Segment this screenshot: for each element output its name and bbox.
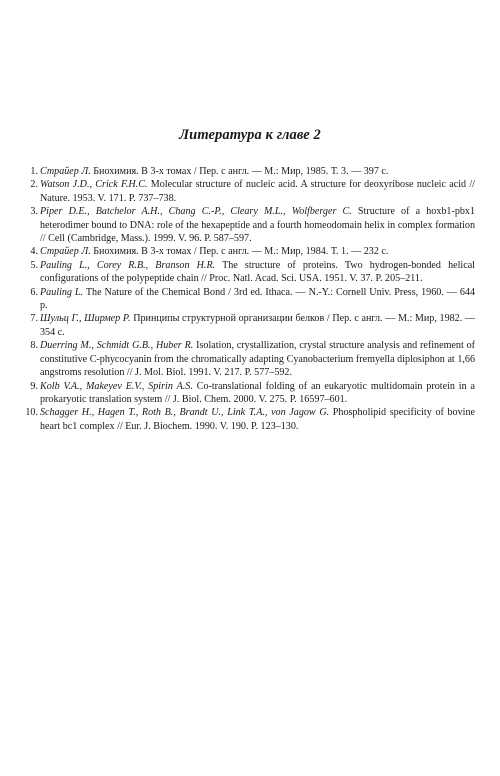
reference-text: Co-translational folding of an eukaryotic multidomain protein in a prokaryotic translation system // J. Biol. Chem. 2000. V. 275. P. 16597–601.: [40, 380, 475, 405]
reference-item: [30, 259, 475, 286]
reference-number: 5.: [30, 259, 38, 271]
reference-text: Phospholipid specificity of bovine heart bc1 complex // Eur. J. Biochem. 1990. V. 190. P. 123–130.: [40, 407, 475, 432]
reference-item: [30, 205, 475, 245]
reference-item: [30, 380, 475, 407]
reference-text: Molecular structure of nucleic acid. A structure for deoxyribose nucleic acid // Nature. 1953. V. 171. P. 737–738.: [40, 179, 475, 204]
reference-text: Structure of a hoxb1-pbx1 heterodimer bound to DNA: role of the hexapeptide and a fourth homeodomain helix in complex formation // Cell (Cambridge, Mass.). 1999. V. 96. P. 587–597.: [40, 206, 476, 245]
reference-text: Биохимия. В 3-х томах / Пер. с англ. — М.: Мир, 1984. Т. 1. — 232 с.: [90, 246, 389, 258]
reference-authors: Kolb V.A., Makeyev E.V., Spirin A.S.: [40, 380, 193, 392]
reference-authors: Piper D.E., Batchelor A.H., Chang C.-P., Cleary M.L., Wolfberger C.: [40, 206, 352, 218]
reference-number: 7.: [30, 313, 38, 325]
reference-item: [30, 165, 475, 178]
reference-number: 4.: [30, 246, 38, 258]
reference-text: Isolation, crystallization, crystal structure analysis and refinement of constitutive C-phycocyanin from the chromatically adapting Cyanobacterium fremyella diplosiphon at 1,66 angstroms resolution // J. Mol. Biol. 1991. V. 217. P. 577–592.: [40, 340, 476, 379]
reference-item: [25, 406, 475, 433]
reference-number: 1.: [30, 166, 38, 177]
reference-authors: Страйер Л.: [40, 166, 91, 177]
reference-item: [30, 339, 475, 379]
chapter-bibliography-title: Литература к главе 2: [179, 127, 321, 143]
reference-number: 6.: [30, 286, 38, 298]
reference-item: [30, 178, 475, 205]
reference-authors: Watson J.D., Crick F.H.C.: [40, 179, 148, 191]
reference-authors: Шульц Г., Ширмер Р.: [40, 313, 131, 325]
reference-number: 9.: [30, 380, 38, 392]
reference-list: [25, 165, 476, 433]
reference-text: Принципы структурной организации белков / Пер. с англ. — М.: Мир, 1982. — 354 с.: [40, 313, 475, 338]
reference-authors: Pauling L.: [40, 286, 84, 298]
reference-item: [30, 312, 475, 339]
reference-item: [30, 286, 475, 313]
reference-item: [30, 245, 475, 258]
reference-authors: Duerring M., Schmidt G.B., Huber R.: [40, 340, 194, 352]
reference-authors: Страйер Л.: [40, 246, 91, 258]
reference-text: Биохимия. В 3-х томах / Пер. с англ. — М.: Мир, 1985. Т. 3. — 397 с.: [90, 166, 389, 177]
reference-text: The Nature of the Chemical Bond / 3rd ed. Ithaca. — N.-Y.: Cornell Univ. Press, 1960. — 644 p.: [40, 286, 475, 312]
reference-authors: Schagger H., Hagen T., Roth B., Brandt U., Link T.A., von Jagow G.: [40, 407, 330, 419]
reference-number: 2.: [30, 179, 38, 191]
reference-authors: Pauling L., Corey R.B., Branson H.R.: [40, 259, 216, 271]
reference-number: 3.: [30, 206, 38, 218]
reference-number: 10.: [25, 407, 38, 419]
reference-number: 8.: [30, 340, 38, 352]
reference-text: The structure of proteins. Two hydrogen-bonded helical configurations of the polypeptide chain // Proc. Natl. Acad. Sci. USA. 1951. V. 37. P. 205–211.: [40, 259, 475, 285]
